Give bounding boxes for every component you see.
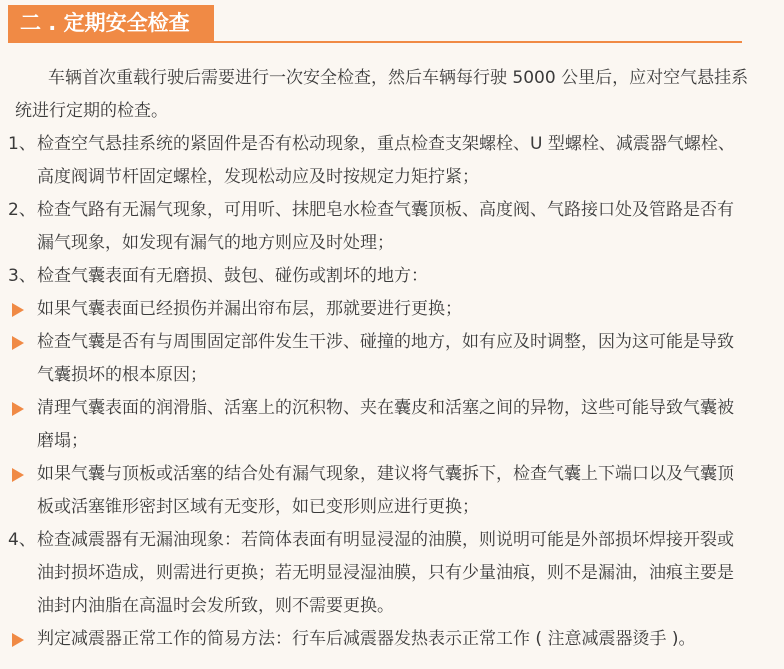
document-body — [0, 62, 784, 656]
triangle-bullet-icon — [12, 633, 24, 647]
item-text: 检查气路有无漏气现象，可用听、抹肥皂水检查气囊顶板、高度阀、气路接口处及管路是否有漏气现象，如发现有漏气的地方则应及时处理； — [37, 200, 734, 253]
bullet-text: 检查气囊是否有与周围固定部件发生干涉、碰撞的地方，如有应及时调整，因为这可能是导致气囊损坏的根本原因； — [37, 332, 734, 385]
bullet-item — [0, 326, 784, 392]
list-item — [0, 128, 784, 194]
section-title: 二 . 定期安全检查 — [8, 5, 214, 41]
item-number: 4、 — [8, 530, 36, 550]
bullet-text: 判定减震器正常工作的简易方法：行车后减震器发热表示正常工作 ( 注意减震器烫手 )。 — [37, 629, 696, 649]
item-number: 2、 — [8, 200, 36, 220]
item-number: 3、 — [8, 266, 36, 286]
list-item — [0, 260, 784, 293]
bullet-item — [0, 392, 784, 458]
item-text: 检查气囊表面有无磨损、鼓包、碰伤或割坏的地方： — [37, 266, 428, 286]
item-text: 检查空气悬挂系统的紧固件是否有松动现象，重点检查支架螺栓、U 型螺栓、减震器气螺栓、高度阀调节杆固定螺栓，发现松动应及时按规定力矩拧紧； — [37, 134, 735, 187]
item-text: 检查减震器有无漏油现象：若筒体表面有明显浸湿的油膜，则说明可能是外部损坏焊接开裂或油封损坏造成，则需进行更换；若无明显浸湿油膜，只有少量油痕，则不是漏油，油痕主要是油封内油脂在高温时会发所致，则不需要更换。 — [37, 530, 734, 616]
bullet-item — [0, 623, 784, 656]
triangle-bullet-icon — [12, 468, 24, 482]
triangle-bullet-icon — [12, 336, 24, 350]
list-item — [0, 194, 784, 260]
header-rule — [8, 41, 742, 43]
item-number: 1、 — [8, 134, 36, 154]
list-item — [0, 524, 784, 623]
bullet-text: 如果气囊表面已经损伤并漏出帘布层，那就要进行更换； — [37, 299, 462, 319]
bullet-item — [0, 458, 784, 524]
bullet-text: 清理气囊表面的润滑脂、活塞上的沉积物、夹在囊皮和活塞之间的异物，这些可能导致气囊被磨塌； — [37, 398, 734, 451]
bullet-item — [0, 293, 784, 326]
triangle-bullet-icon — [12, 303, 24, 317]
intro-paragraph: 车辆首次重载行驶后需要进行一次安全检查，然后车辆每行驶 5000 公里后，应对空气悬挂系统进行定期的检查。 — [15, 68, 749, 121]
section-header — [0, 0, 784, 48]
triangle-bullet-icon — [12, 402, 24, 416]
bullet-text: 如果气囊与顶板或活塞的结合处有漏气现象，建议将气囊拆下，检查气囊上下端口以及气囊顶板或活塞锥形密封区域有无变形，如已变形则应进行更换； — [37, 464, 734, 517]
